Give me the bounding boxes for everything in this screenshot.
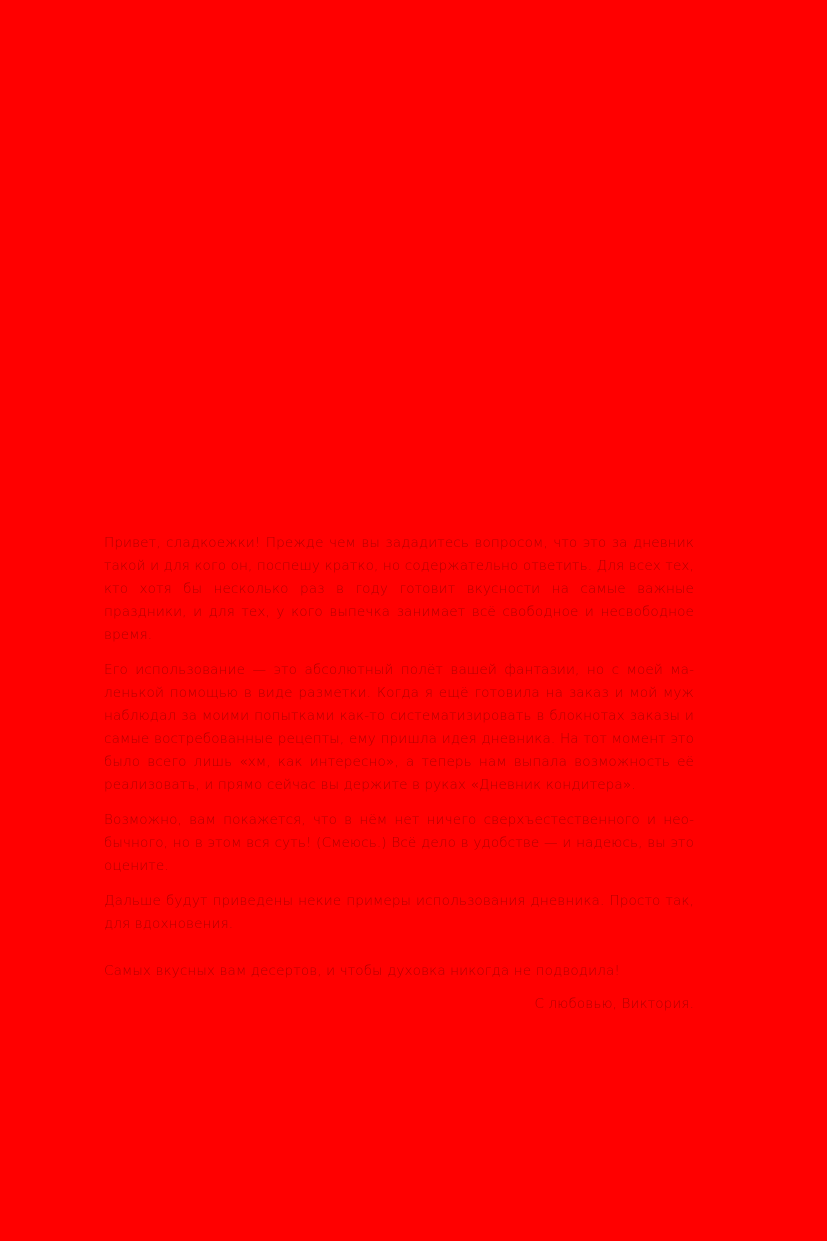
paragraph-examples: Дальше будут приведены некие примеры использования дневника. Просто так, для вдохновения. bbox=[104, 893, 694, 932]
letter-body bbox=[104, 532, 694, 995]
paragraph-intro: Привет, сладкоежки! Прежде чем вы зададитесь вопросом, что это за дневник такой и для кого он, поспешу кратко, но содержательно ответить. Для всех тех, кто хотя бы несколько раз в году готовит вкусности на самые важные праздники, и для тех, у кого выпечка занимает всё свободное и несвободное время. bbox=[104, 535, 694, 643]
closing-wish: Самых вкусных вам десертов, и чтобы духовка никогда не подводила! bbox=[104, 963, 620, 979]
paragraph-usage: Его использование — это абсолютный полёт вашей фантазии, но с моей маленькой помощью в виде разметки. Когда я ещё готовила на заказ и мой муж наблюдал за моими попытками как-то систематизировать в блокнотах заказы и самые востребованные рецепты, ему пришла идея дневника. На тот момент это было всего лишь «хм, как интересно», а теперь нам выпала возможность её реализовать, и прямо сейчас вы держите в руках «Дневник кондитера». bbox=[104, 662, 694, 793]
signature: С любовью, Виктория. bbox=[534, 996, 694, 1012]
paragraph-convenience: Возможно, вам покажется, что в нём нет ничего сверхъестественного и необычного, но в этом вся суть! (Смеюсь.) Всё дело в удобстве — и надеюсь, вы это оцените. bbox=[104, 812, 694, 874]
